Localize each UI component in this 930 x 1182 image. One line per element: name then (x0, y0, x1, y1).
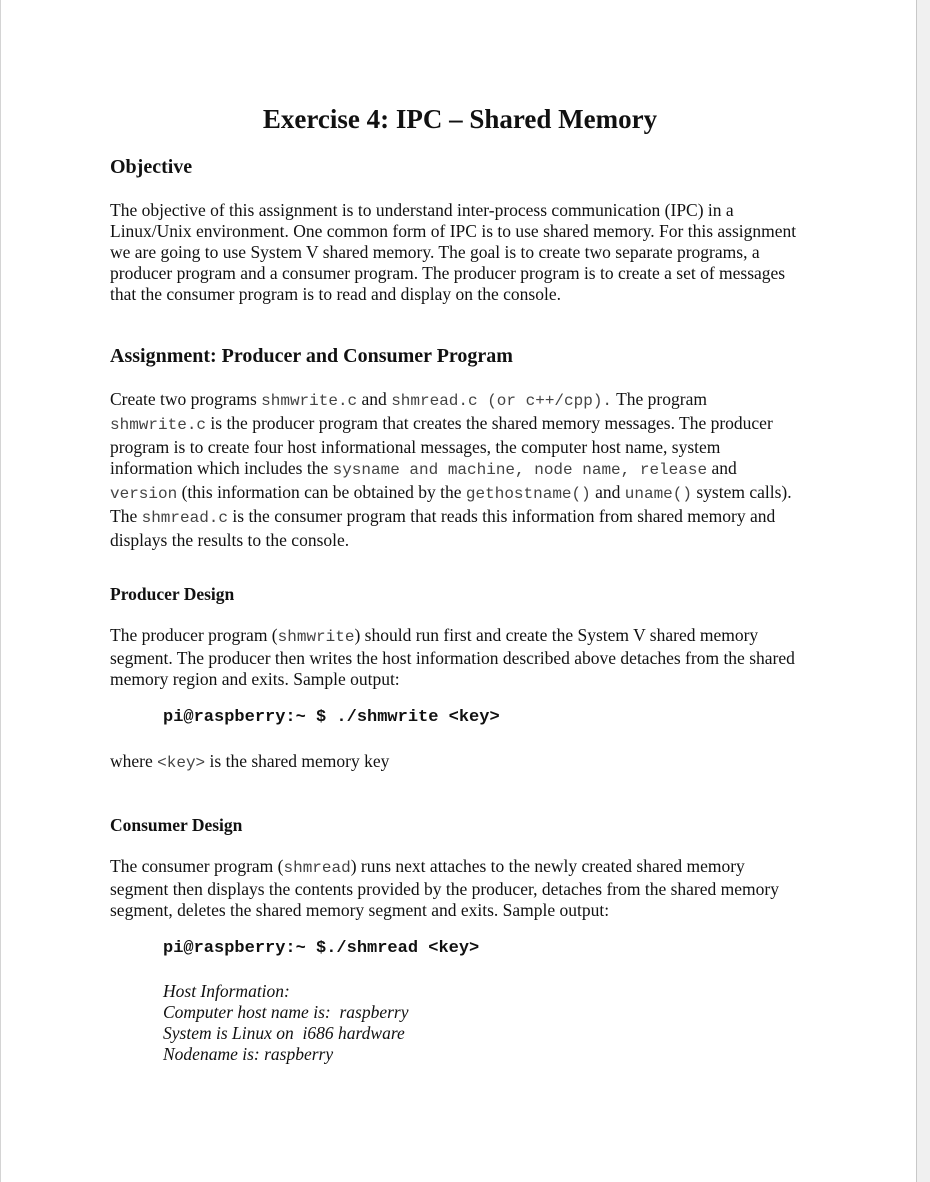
objective-heading: Objective (110, 156, 193, 178)
code-shmwrite: shmwrite (277, 628, 355, 646)
output-line: System is Linux on i686 hardware (163, 1023, 405, 1043)
code-gethostname: gethostname() (465, 485, 591, 504)
output-line: Nodename is: raspberry (163, 1044, 334, 1064)
code-uname: uname() (624, 485, 692, 504)
code-sysinfo-fields: sysname and machine, node name, release (332, 461, 708, 480)
code-shmread: shmread.c (or c++/cpp). (391, 392, 613, 410)
code-shmwrite: shmwrite.c (110, 415, 207, 434)
consumer-command: pi@raspberry:~ $./shmread <key> (163, 939, 480, 958)
assignment-paragraph: Create two programs shmwrite.c and shmread.c (or c++/cpp). The program shmwrite.c is the producer program that creates the shared memory messages. The producer program is to create four host informational messages, the computer host name, system information which includes the sysname and machine, node name, release and version (this information can be obtained by the gethostname() and uname() system calls). The shmread.c is the consumer program that reads this information from shared memory and displays the results to the console. (110, 389, 792, 550)
output-line: Host Information: (163, 981, 290, 1001)
assignment-heading: Assignment: Producer and Consumer Program (110, 345, 513, 367)
producer-command: pi@raspberry:~ $ ./shmwrite <key> (163, 708, 500, 727)
key-note: where <key> is the shared memory key (110, 751, 390, 772)
page-title: Exercise 4: IPC – Shared Memory (262, 104, 658, 134)
code-shmwrite: shmwrite.c (261, 392, 358, 410)
producer-heading: Producer Design (110, 584, 235, 604)
code-shmread: shmread (283, 859, 351, 877)
code-key: <key> (157, 754, 206, 772)
consumer-paragraph: The consumer program (shmread) runs next attaches to the newly created shared memory segment then displays the contents provided by the producer, detaches from the shared memory segment, deletes the shared memory segment and exits. Sample output: (110, 856, 779, 920)
viewer-gutter (917, 0, 930, 1182)
output-line: Computer host name is: raspberry (163, 1002, 409, 1022)
objective-paragraph: The objective of this assignment is to understand inter-process communication (IPC) in a Linux/Unix environment. One common form of IPC is to use shared memory. For this assignment we are going to use System V shared memory. The goal is to create two separate programs, a producer program and a consumer program. The producer program is to create a set of messages that the consumer program is to read and display on the console. (110, 200, 797, 304)
consumer-heading: Consumer Design (110, 815, 243, 835)
code-version: version (110, 485, 178, 504)
producer-paragraph: The producer program (shmwrite) should run first and create the System V shared memory segment. The producer then writes the host information described above detaches from the shared memory region and exits. Sample output: (110, 625, 795, 689)
code-shmread: shmread.c (141, 508, 229, 527)
sample-output (163, 981, 408, 1065)
